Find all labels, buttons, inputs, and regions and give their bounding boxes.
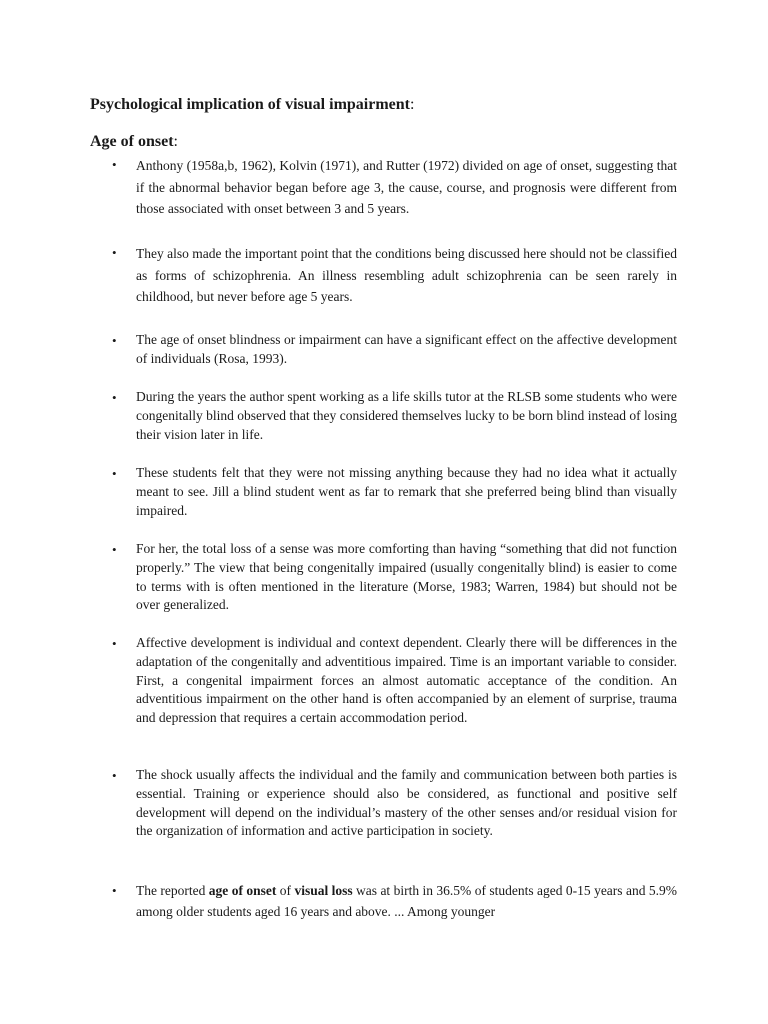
paragraph-text: For her, the total loss of a sense was more comforting than having “something that did not function properly.” The view that being congenitally impaired (usually congenitally blind) is easier to come to terms with is often mentioned in the literature (Morse, 1983; Warren, 1984) but should not be over generalized.: [136, 541, 677, 613]
page-title: [90, 95, 414, 115]
bullet-icon: •: [112, 636, 117, 651]
paragraph-text: The shock usually affects the individual and the family and communication between both parties is essential. Training or experience should also be considered, as functional and positive self development will depend on the individual’s mastery of the other senses and/or residual vision for the organization of information and active participation in society.: [136, 767, 677, 839]
bullet-icon: •: [112, 542, 117, 557]
emphasis-text: age of onset: [208, 883, 277, 898]
paragraph-text: During the years the author spent working as a life skills tutor at the RLSB some students who were congenitally blind observed that they considered themselves lucky to be born blind instead of losing their vision later in life.: [136, 389, 677, 442]
section-heading-text: Age of onset: [90, 133, 174, 150]
bullet-icon: •: [112, 768, 117, 783]
text-run: of: [276, 883, 295, 898]
paragraph-text: These students felt that they were not missing anything because they had no idea what it actually meant to see. Jill a blind student went as far to remark that she preferred being blind than visually impaired.: [136, 465, 677, 518]
paragraph-text: Affective development is individual and context dependent. Clearly there will be differences in the adaptation of the congenitally and adventitious impaired. Time is an important variable to consider. First, a congenital impairment forces an almost automatic acceptance of the condition. An adventitious impairment on the other hand is often accompanied by an element of surprise, trauma and depression that requires a certain accommodation period.: [136, 635, 677, 726]
bullet-icon: •: [112, 333, 117, 348]
text-run: was at birth in 36.5% of students aged 0-15 years and 5.9% among older students aged 16 years and above. ... Among younger: [136, 883, 677, 919]
paragraph-text: Anthony (1958a,b, 1962), Kolvin (1971), and Rutter (1972) divided on age of onset, suggesting that if the abnormal behavior began before age 3, the cause, course, and prognosis were different from those associated with onset between 3 and 5 years.: [136, 158, 677, 217]
text-run: The reported: [136, 883, 209, 898]
paragraph-text: The age of onset blindness or impairment can have a significant effect on the affective development of individuals (Rosa, 1993).: [136, 332, 677, 366]
section-heading: [90, 132, 178, 152]
page-title-colon: :: [410, 96, 415, 113]
paragraph-text-rich: [136, 881, 677, 922]
section-heading-colon: :: [173, 133, 178, 150]
paragraph-text: They also made the important point that the conditions being discussed here should not be classified as forms of schizophrenia. An illness resembling adult schizophrenia can be seen rarely in childhood, but never before age 5 years.: [136, 246, 678, 305]
emphasis-text: visual loss: [294, 883, 353, 898]
bullet-icon: •: [112, 466, 117, 481]
bullet-icon: •: [112, 157, 117, 172]
page-title-text: Psychological implication of visual impairment: [90, 96, 410, 113]
bullet-icon: •: [112, 245, 117, 260]
bullet-icon: •: [112, 883, 117, 898]
bullet-icon: •: [112, 390, 117, 405]
